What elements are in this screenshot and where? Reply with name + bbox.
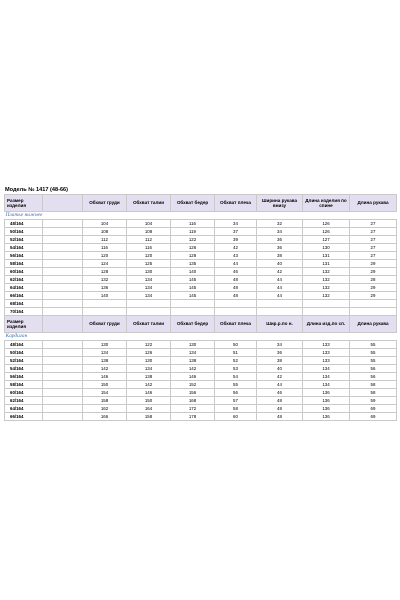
table-row bbox=[5, 220, 397, 228]
table-cell: 178 bbox=[171, 413, 215, 421]
table-cell: 145 bbox=[171, 292, 215, 300]
table-cell bbox=[43, 381, 83, 389]
table-cell: 128 bbox=[83, 268, 127, 276]
table-cell: 50 bbox=[215, 341, 257, 349]
table-cell: 168 bbox=[171, 397, 215, 405]
table-cell: 56 bbox=[215, 389, 257, 397]
table1-header-row bbox=[5, 195, 397, 212]
table-cell: 40 bbox=[257, 365, 303, 373]
table-cell: 104 bbox=[83, 220, 127, 228]
table-cell: 140 bbox=[83, 292, 127, 300]
table-cell: 29 bbox=[350, 260, 397, 268]
table-cell: 48 bbox=[215, 292, 257, 300]
table-cell: 29 bbox=[350, 268, 397, 276]
table-cell: 131 bbox=[303, 260, 350, 268]
table-cell bbox=[257, 300, 303, 308]
table-cell: 133 bbox=[303, 357, 350, 365]
size-cell: 60/164 bbox=[5, 268, 43, 276]
table-cell: 133 bbox=[303, 341, 350, 349]
model-title: Модель № 1417 (48-66) bbox=[5, 187, 69, 193]
size-cell: 62/164 bbox=[5, 276, 43, 284]
table-cell: 138 bbox=[83, 357, 127, 365]
table-cell: 44 bbox=[257, 276, 303, 284]
table-cell: 44 bbox=[257, 381, 303, 389]
table-cell: 166 bbox=[83, 413, 127, 421]
table-cell bbox=[215, 300, 257, 308]
table-cell: 48 bbox=[215, 276, 257, 284]
table2-header-cell: Обхват груди bbox=[83, 316, 127, 333]
table-cell: 120 bbox=[127, 252, 171, 260]
table-cell: 150 bbox=[83, 381, 127, 389]
table-row bbox=[5, 268, 397, 276]
table-cell: 134 bbox=[127, 284, 171, 292]
table-cell: 46 bbox=[257, 389, 303, 397]
table-row bbox=[5, 405, 397, 413]
table-cell: 60 bbox=[215, 413, 257, 421]
table-cell bbox=[43, 397, 83, 405]
table-cell: 58 bbox=[350, 389, 397, 397]
table-cell: 53 bbox=[215, 365, 257, 373]
table-row bbox=[5, 349, 397, 357]
table-cell: 34 bbox=[257, 341, 303, 349]
table-cell: 136 bbox=[303, 413, 350, 421]
table-cell: 126 bbox=[303, 228, 350, 236]
table-cell bbox=[257, 308, 303, 316]
table-cell bbox=[43, 236, 83, 244]
table-cell: 59 bbox=[350, 397, 397, 405]
table-cell: 104 bbox=[127, 220, 171, 228]
table-cell: 132 bbox=[303, 268, 350, 276]
table-cell: 136 bbox=[303, 389, 350, 397]
table-cell: 156 bbox=[171, 389, 215, 397]
table-cell: 128 bbox=[171, 252, 215, 260]
size-cell: 58/164 bbox=[5, 381, 43, 389]
table-cell: 116 bbox=[171, 220, 215, 228]
table-cell: 69 bbox=[350, 413, 397, 421]
size-cell: 68/164 bbox=[5, 300, 43, 308]
table-cell: 43 bbox=[215, 252, 257, 260]
table-cell: 136 bbox=[303, 405, 350, 413]
table-cell: 145 bbox=[171, 276, 215, 284]
size-cell: 48/164 bbox=[5, 220, 43, 228]
size-cell: 50/164 bbox=[5, 228, 43, 236]
table-cell: 134 bbox=[303, 365, 350, 373]
table-cell: 37 bbox=[215, 228, 257, 236]
table-cell: 46 bbox=[215, 268, 257, 276]
table-cell bbox=[303, 308, 350, 316]
table-cell: 42 bbox=[215, 244, 257, 252]
size-cell: 56/164 bbox=[5, 252, 43, 260]
table-cell: 44 bbox=[215, 260, 257, 268]
size-cell: 56/164 bbox=[5, 373, 43, 381]
table-cell bbox=[43, 268, 83, 276]
table-cell: 136 bbox=[303, 397, 350, 405]
table-cell: 116 bbox=[83, 244, 127, 252]
table-cell bbox=[303, 300, 350, 308]
table2-header-cell bbox=[43, 316, 83, 333]
table-cell: 44 bbox=[257, 292, 303, 300]
table-cell: 55 bbox=[350, 357, 397, 365]
table-cell: 134 bbox=[303, 381, 350, 389]
table-cell: 133 bbox=[303, 349, 350, 357]
table-cell: 48 bbox=[257, 405, 303, 413]
table-cell: 27 bbox=[350, 228, 397, 236]
table2-header-cell: Обхват плеча bbox=[215, 316, 257, 333]
table-cell: 125 bbox=[127, 260, 171, 268]
table-cell bbox=[43, 349, 83, 357]
table-cell: 27 bbox=[350, 236, 397, 244]
table-cell: 132 bbox=[303, 292, 350, 300]
table-cell: 130 bbox=[127, 357, 171, 365]
table-cell bbox=[127, 308, 171, 316]
table2-header-row bbox=[5, 316, 397, 333]
table-cell: 38 bbox=[257, 252, 303, 260]
table-cell: 132 bbox=[303, 284, 350, 292]
table-cell: 36 bbox=[257, 349, 303, 357]
table-row bbox=[5, 260, 397, 268]
table1-header-cell: Длина рукава bbox=[350, 195, 397, 212]
size-table bbox=[4, 194, 397, 421]
table-cell: 158 bbox=[83, 397, 127, 405]
table-cell: 27 bbox=[350, 252, 397, 260]
table-cell: 146 bbox=[171, 373, 215, 381]
table-cell: 127 bbox=[303, 236, 350, 244]
size-cell: 54/164 bbox=[5, 244, 43, 252]
table-cell: 126 bbox=[127, 349, 171, 357]
table1-header-cell: Ширина рукава внизу bbox=[257, 195, 303, 212]
table1-header-cell: Обхват груди bbox=[83, 195, 127, 212]
table-cell: 52 bbox=[215, 357, 257, 365]
table-cell: 130 bbox=[303, 244, 350, 252]
table-cell bbox=[43, 300, 83, 308]
table-cell: 108 bbox=[83, 228, 127, 236]
table-cell: 48 bbox=[215, 284, 257, 292]
table2-section-label: Кардиган bbox=[5, 333, 397, 341]
table-cell bbox=[43, 389, 83, 397]
table-cell: 122 bbox=[171, 236, 215, 244]
table-cell: 48 bbox=[257, 397, 303, 405]
table-cell: 51 bbox=[215, 349, 257, 357]
table-cell: 55 bbox=[350, 349, 397, 357]
size-cell: 66/164 bbox=[5, 413, 43, 421]
table-cell: 55 bbox=[350, 341, 397, 349]
table-cell: 142 bbox=[83, 365, 127, 373]
table-cell: 126 bbox=[171, 244, 215, 252]
table-cell: 29 bbox=[350, 292, 397, 300]
table-cell: 142 bbox=[171, 365, 215, 373]
table-cell: 134 bbox=[303, 373, 350, 381]
table1-section-label: Платье нижнее bbox=[5, 212, 397, 220]
table-row bbox=[5, 389, 397, 397]
table-cell: 29 bbox=[350, 284, 397, 292]
size-cell: 58/164 bbox=[5, 260, 43, 268]
table1-header-cell: Обхват бедер bbox=[171, 195, 215, 212]
table-cell: 154 bbox=[83, 389, 127, 397]
table-cell: 55 bbox=[215, 381, 257, 389]
table2-header-cell: Длина изд.по сп. bbox=[303, 316, 350, 333]
table-row bbox=[5, 300, 397, 308]
table1-header-cell: Обхват талии bbox=[127, 195, 171, 212]
table-cell: 152 bbox=[171, 381, 215, 389]
table-row bbox=[5, 252, 397, 260]
table-cell: 134 bbox=[127, 292, 171, 300]
table-cell: 145 bbox=[171, 284, 215, 292]
table-cell: 58 bbox=[350, 381, 397, 389]
table-cell: 142 bbox=[127, 381, 171, 389]
size-cell: 62/164 bbox=[5, 397, 43, 405]
table-cell: 162 bbox=[83, 405, 127, 413]
table-cell bbox=[43, 308, 83, 316]
table-cell: 134 bbox=[127, 276, 171, 284]
table-cell: 58 bbox=[215, 405, 257, 413]
table-cell: 136 bbox=[83, 284, 127, 292]
table-cell: 56 bbox=[350, 365, 397, 373]
size-cell: 52/164 bbox=[5, 357, 43, 365]
table-cell bbox=[350, 300, 397, 308]
table-cell: 32 bbox=[257, 220, 303, 228]
table-cell bbox=[43, 260, 83, 268]
table-cell: 56 bbox=[350, 373, 397, 381]
table-cell: 27 bbox=[350, 220, 397, 228]
table-cell: 130 bbox=[171, 341, 215, 349]
table-cell bbox=[43, 365, 83, 373]
size-table-body bbox=[5, 195, 397, 421]
table-cell bbox=[43, 228, 83, 236]
table-cell bbox=[43, 252, 83, 260]
table-cell: 57 bbox=[215, 397, 257, 405]
table-cell bbox=[43, 341, 83, 349]
table-cell bbox=[43, 244, 83, 252]
table-cell: 42 bbox=[257, 268, 303, 276]
table-row bbox=[5, 292, 397, 300]
table-cell bbox=[43, 284, 83, 292]
table-cell: 138 bbox=[127, 373, 171, 381]
size-cell: 64/164 bbox=[5, 284, 43, 292]
table2-header-cell: Обхват талии bbox=[127, 316, 171, 333]
table-cell: 44 bbox=[257, 284, 303, 292]
size-cell: 48/164 bbox=[5, 341, 43, 349]
size-chart-document bbox=[4, 186, 396, 421]
size-cell: 70/164 bbox=[5, 308, 43, 316]
table-cell: 130 bbox=[127, 268, 171, 276]
table2-header-cell: Размер изделия bbox=[5, 316, 43, 333]
table-cell bbox=[127, 300, 171, 308]
table-cell: 124 bbox=[83, 260, 127, 268]
table-cell: 112 bbox=[83, 236, 127, 244]
table-row bbox=[5, 397, 397, 405]
table-cell bbox=[171, 308, 215, 316]
table-cell: 54 bbox=[215, 373, 257, 381]
table-cell bbox=[43, 405, 83, 413]
table-cell: 150 bbox=[127, 397, 171, 405]
table-cell: 36 bbox=[257, 236, 303, 244]
table-row bbox=[5, 381, 397, 389]
table-cell: 132 bbox=[83, 276, 127, 284]
table-cell: 108 bbox=[127, 228, 171, 236]
table-row bbox=[5, 276, 397, 284]
table1-header-cell: Размер изделия bbox=[5, 195, 43, 212]
table-cell: 126 bbox=[303, 220, 350, 228]
table-cell: 27 bbox=[350, 244, 397, 252]
size-cell: 66/164 bbox=[5, 292, 43, 300]
table-row bbox=[5, 244, 397, 252]
table-row bbox=[5, 308, 397, 316]
size-cell: 60/164 bbox=[5, 389, 43, 397]
size-cell: 52/164 bbox=[5, 236, 43, 244]
table-cell: 36 bbox=[257, 244, 303, 252]
table-cell bbox=[215, 308, 257, 316]
table-cell: 146 bbox=[127, 389, 171, 397]
table-cell: 119 bbox=[171, 228, 215, 236]
table-row bbox=[5, 357, 397, 365]
table-cell: 39 bbox=[215, 236, 257, 244]
table-cell: 34 bbox=[215, 220, 257, 228]
table-cell: 134 bbox=[127, 365, 171, 373]
table1-header-cell bbox=[43, 195, 83, 212]
table-row bbox=[5, 236, 397, 244]
table-cell bbox=[83, 300, 127, 308]
table2-header-cell: Длина рукава bbox=[350, 316, 397, 333]
table-row bbox=[5, 365, 397, 373]
table1-header-cell: Обхват плеча bbox=[215, 195, 257, 212]
table-cell: 28 bbox=[350, 276, 397, 284]
size-cell: 50/164 bbox=[5, 349, 43, 357]
table-cell: 38 bbox=[257, 357, 303, 365]
table2-section-row bbox=[5, 333, 397, 341]
table-cell: 134 bbox=[171, 349, 215, 357]
table-cell bbox=[43, 220, 83, 228]
table-cell bbox=[83, 308, 127, 316]
table-cell bbox=[171, 300, 215, 308]
table-cell bbox=[350, 308, 397, 316]
size-cell: 54/164 bbox=[5, 365, 43, 373]
table-cell bbox=[43, 276, 83, 284]
table-row bbox=[5, 373, 397, 381]
table-cell: 134 bbox=[83, 349, 127, 357]
table-cell: 146 bbox=[83, 373, 127, 381]
table-cell: 40 bbox=[257, 260, 303, 268]
table-cell: 140 bbox=[171, 268, 215, 276]
table-row bbox=[5, 228, 397, 236]
table2-header-cell: Шир.р.по н. bbox=[257, 316, 303, 333]
table1-section-row bbox=[5, 212, 397, 220]
table-row bbox=[5, 413, 397, 421]
table-cell bbox=[43, 373, 83, 381]
table-cell bbox=[43, 357, 83, 365]
table-cell: 135 bbox=[171, 260, 215, 268]
table-cell: 42 bbox=[257, 373, 303, 381]
table-cell: 172 bbox=[171, 405, 215, 413]
table1-header-cell: Длина изделия по спине bbox=[303, 195, 350, 212]
table-cell: 112 bbox=[127, 236, 171, 244]
table-cell: 138 bbox=[171, 357, 215, 365]
table-cell: 130 bbox=[83, 341, 127, 349]
table-row bbox=[5, 284, 397, 292]
size-cell: 64/164 bbox=[5, 405, 43, 413]
table-cell: 69 bbox=[350, 405, 397, 413]
table-cell: 131 bbox=[303, 252, 350, 260]
table-cell: 164 bbox=[127, 405, 171, 413]
table-cell: 34 bbox=[257, 228, 303, 236]
table-cell: 116 bbox=[127, 244, 171, 252]
table-cell bbox=[43, 292, 83, 300]
table-row bbox=[5, 341, 397, 349]
table-cell: 158 bbox=[127, 413, 171, 421]
table-cell: 132 bbox=[303, 276, 350, 284]
table-cell: 120 bbox=[83, 252, 127, 260]
table-cell: 48 bbox=[257, 413, 303, 421]
table2-header-cell: Обхват бедер bbox=[171, 316, 215, 333]
table-cell: 122 bbox=[127, 341, 171, 349]
table-cell bbox=[43, 413, 83, 421]
